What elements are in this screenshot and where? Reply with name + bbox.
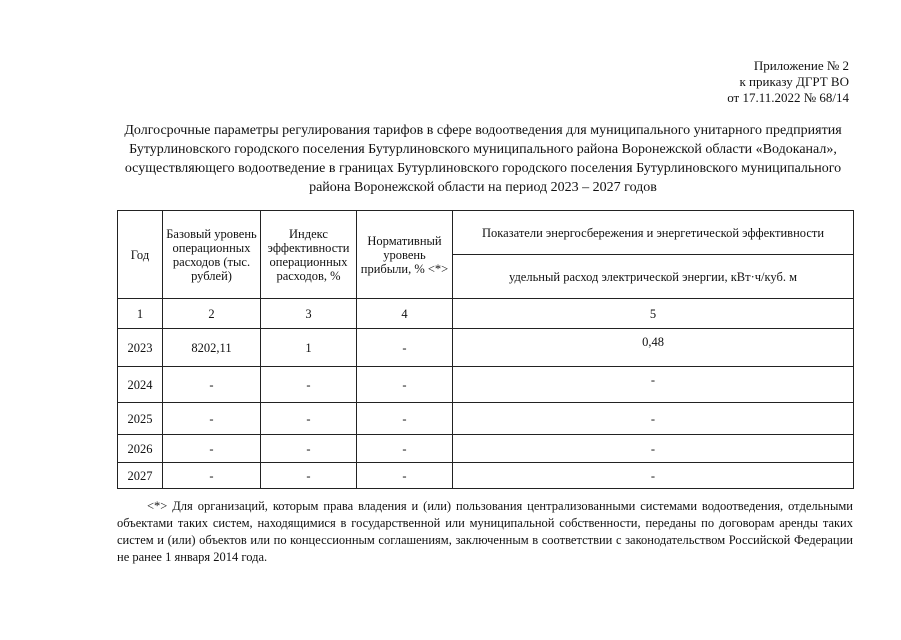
table-row xyxy=(118,367,854,403)
table-row xyxy=(118,329,854,367)
cell-profit: - xyxy=(357,367,453,403)
cell-base: 8202,11 xyxy=(163,329,261,367)
col-number: 5 xyxy=(453,299,854,329)
header-efficiency-index: Индекс эффективности операционных расходов, % xyxy=(261,211,357,299)
appendix-order-date: от 17.11.2022 № 68/14 xyxy=(727,90,849,105)
header-year: Год xyxy=(118,211,163,299)
cell-base: - xyxy=(163,463,261,489)
cell-profit: - xyxy=(357,403,453,435)
cell-base: - xyxy=(163,435,261,463)
cell-index: - xyxy=(261,463,357,489)
appendix-order-ref: к приказу ДГРТ ВО xyxy=(739,74,849,89)
cell-energy: - xyxy=(453,463,854,489)
cell-energy: - xyxy=(453,403,854,435)
cell-index: - xyxy=(261,367,357,403)
table-header-row xyxy=(118,211,854,255)
footnote: <*> Для организаций, которым права владения и (или) пользования централизованными системами водоотведения, отдельными объектами таких систем, находящимися в государственной или муниципальной собственности, переданы по договорам аренды таких систем и (или) объектов или по концессионным соглашениям, заключенным в соответствии с законодательством Российской Федерации не ранее 1 января 2014 года. xyxy=(117,499,853,564)
appendix-number: Приложение № 2 xyxy=(753,58,849,73)
table-numbering-row xyxy=(118,299,854,329)
table-row xyxy=(118,403,854,435)
cell-index: 1 xyxy=(261,329,357,367)
cell-index: - xyxy=(261,435,357,463)
cell-energy: 0,48 xyxy=(453,329,854,367)
appendix-header xyxy=(727,58,849,106)
col-number: 4 xyxy=(357,299,453,329)
document-title: Долгосрочные параметры регулирования тарифов в сфере водоотведения для муниципального унитарного предприятия Бутурлиновского городского поселения Бутурлиновского муниципального района Воронежской области «Водоканал», осуществляющего водоотведение в границах Бутурлиновского городского поселения Бутурлиновского муниципального района Воронежской области на период 2023 – 2027 годов xyxy=(124,123,842,195)
header-profit-level: Нормативный уровень прибыли, % <*> xyxy=(357,211,453,299)
header-base-level: Базовый уровень операционных расходов (тыс. рублей) xyxy=(163,211,261,299)
col-number: 3 xyxy=(261,299,357,329)
table-row xyxy=(118,463,854,489)
table-row xyxy=(118,435,854,463)
cell-profit: - xyxy=(357,329,453,367)
cell-year: 2025 xyxy=(118,403,163,435)
cell-index: - xyxy=(261,403,357,435)
header-energy-sub: удельный расход электрической энергии, кВт·ч/куб. м xyxy=(453,255,854,299)
cell-base: - xyxy=(163,403,261,435)
cell-energy: - xyxy=(453,435,854,463)
cell-year: 2026 xyxy=(118,435,163,463)
cell-year: 2023 xyxy=(118,329,163,367)
parameters-table xyxy=(117,210,854,489)
cell-profit: - xyxy=(357,463,453,489)
cell-base: - xyxy=(163,367,261,403)
col-number: 2 xyxy=(163,299,261,329)
col-number: 1 xyxy=(118,299,163,329)
cell-profit: - xyxy=(357,435,453,463)
header-energy-group: Показатели энергосбережения и энергетической эффективности xyxy=(453,211,854,255)
cell-energy: - xyxy=(453,367,854,403)
cell-year: 2024 xyxy=(118,367,163,403)
cell-year: 2027 xyxy=(118,463,163,489)
